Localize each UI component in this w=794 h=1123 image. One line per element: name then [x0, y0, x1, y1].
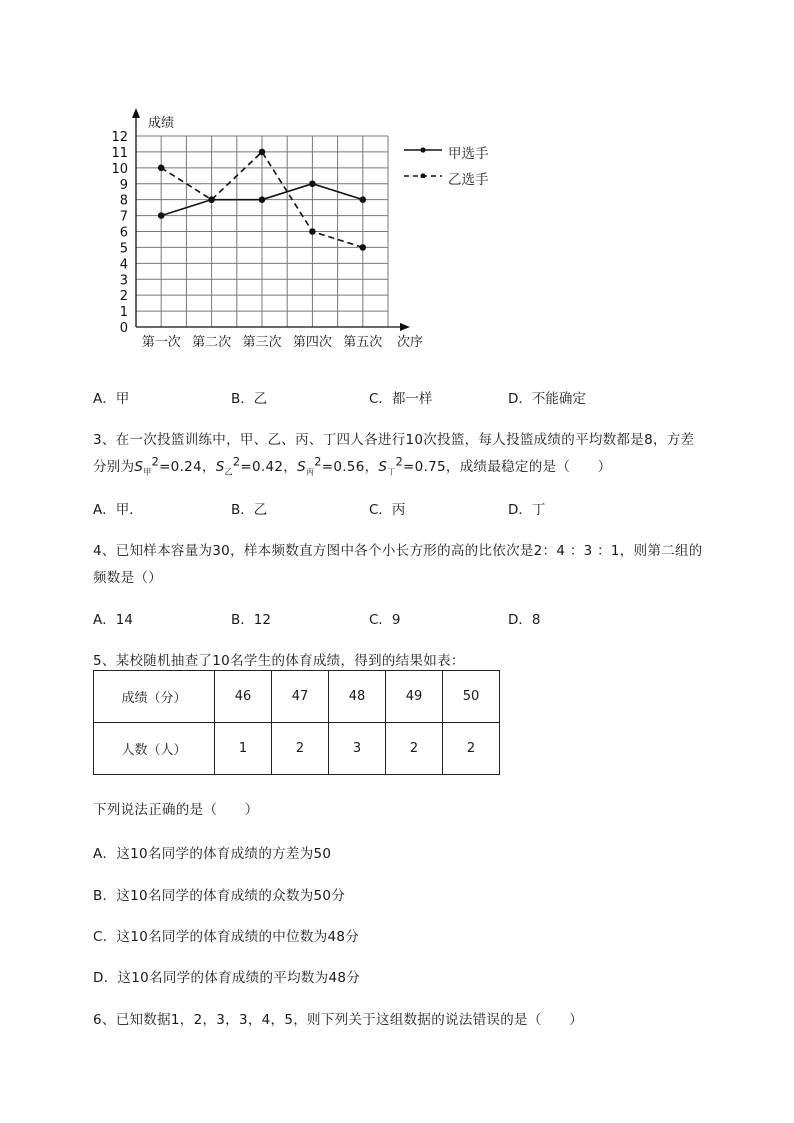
q4-stem-line1: 4、已知样本容量为30，样本频数直方图中各个小长方形的高的比依次是2：4 ：3 ：1，则第二组的 [93, 543, 703, 559]
q5-stem: 5、某校随机抽查了10名学生的体育成绩，得到的结果如表： [93, 653, 465, 669]
x-tick-label: 第五次 [343, 335, 383, 350]
q4-option-b: B．12 [231, 612, 271, 628]
q5-option-a: A．这10名同学的体育成绩的方差为50 [93, 846, 332, 862]
chart-legend [400, 138, 450, 178]
data-point-series-1 [158, 212, 165, 219]
x-tick-label: 第二次 [192, 335, 232, 350]
q3-stem-line1: 3、在一次投篮训练中，甲、乙、丙、丁四人各进行10次投篮，每人投篮成绩的平均数都是8，方差 [93, 432, 695, 448]
q2-option-b: B．乙 [231, 391, 268, 407]
table-cell: 2 [272, 723, 329, 775]
table-cell: 47 [272, 671, 329, 723]
data-point-series-2 [309, 228, 316, 235]
table-cell: 50 [443, 671, 500, 723]
y-tick-label: 5 [119, 241, 128, 257]
y-tick-label: 4 [119, 257, 128, 273]
table-cell: 2 [386, 723, 443, 775]
data-point-series-2 [360, 244, 367, 251]
score-line-chart [108, 104, 438, 354]
y-tick-label: 12 [111, 130, 128, 145]
data-point-series-2 [158, 165, 165, 172]
q4-option-c: C．9 [369, 612, 401, 628]
x-axis-title: 次序 [397, 335, 424, 350]
q5-option-d: D．这10名同学的体育成绩的平均数为48分 [93, 970, 361, 986]
y-tick-label: 10 [111, 161, 128, 177]
data-point-series-1 [309, 180, 316, 187]
q3-option-a: A．甲． [93, 502, 143, 518]
legend-label-2: 乙选手 [448, 172, 489, 188]
y-tick-label: 3 [119, 273, 128, 289]
y-tick-label: 8 [119, 193, 128, 209]
y-tick-label: 9 [119, 177, 128, 193]
data-point-series-1 [360, 196, 367, 203]
table-cell: 48 [329, 671, 386, 723]
table-cell: 49 [386, 671, 443, 723]
table-cell: 1 [215, 723, 272, 775]
q5-option-b: B．这10名同学的体育成绩的众数为50分 [93, 888, 346, 904]
y-axis-arrow [132, 108, 140, 118]
y-tick-label: 7 [119, 209, 128, 225]
data-point-series-2 [259, 149, 266, 156]
q4-option-d: D．8 [508, 612, 541, 628]
x-axis-arrow [400, 323, 410, 331]
y-tick-label: 1 [119, 305, 128, 321]
score-table [93, 670, 500, 775]
q2-option-d: D．不能确定 [508, 391, 586, 407]
x-tick-label: 第四次 [292, 335, 332, 350]
q5-question: 下列说法正确的是（ ） [93, 802, 259, 818]
legend-swatch-marker-1 [420, 147, 425, 152]
y-tick-label: 2 [119, 289, 128, 305]
q3-stem-line2: 分别为$S_甲^2=0.24$，$S_乙^2=0.42$，$S_丙^2=0.56$，$S_丁^2=0.75$，成绩最稳定的是（ ） [93, 455, 612, 477]
y-tick-label: 0 [119, 321, 128, 336]
legend-label-1: 甲选手 [448, 146, 489, 162]
q6-stem: 6、已知数据1，2，3，3，4，5，则下列关于这组数据的说法错误的是（ ） [93, 1012, 584, 1028]
q2-option-a: A．甲 [93, 391, 130, 407]
table-row [94, 723, 500, 775]
table-cell: 2 [443, 723, 500, 775]
q3-option-c: C．丙 [369, 502, 406, 518]
data-point-series-1 [259, 196, 266, 203]
q5-option-c: C．这10名同学的体育成绩的中位数为48分 [93, 929, 360, 945]
table-row-header: 人数（人） [94, 723, 215, 775]
q2-option-c: C．都一样 [369, 391, 433, 407]
y-axis-title: 成绩 [148, 116, 175, 131]
legend-swatch-marker-2 [420, 173, 425, 178]
table-cell: 3 [329, 723, 386, 775]
y-tick-label: 6 [119, 225, 128, 241]
table-row [94, 671, 500, 723]
table-cell: 46 [215, 671, 272, 723]
q3-option-b: B．乙 [231, 502, 268, 518]
y-tick-label: 11 [111, 145, 128, 161]
x-tick-label: 第一次 [141, 335, 181, 350]
x-tick-label: 第三次 [242, 335, 282, 350]
q4-option-a: A．14 [93, 612, 133, 628]
q3-option-d: D．丁 [508, 502, 546, 518]
table-row-header: 成绩（分） [94, 671, 215, 723]
data-point-series-2 [208, 196, 215, 203]
q4-stem-line2: 频数是（） [93, 570, 162, 586]
